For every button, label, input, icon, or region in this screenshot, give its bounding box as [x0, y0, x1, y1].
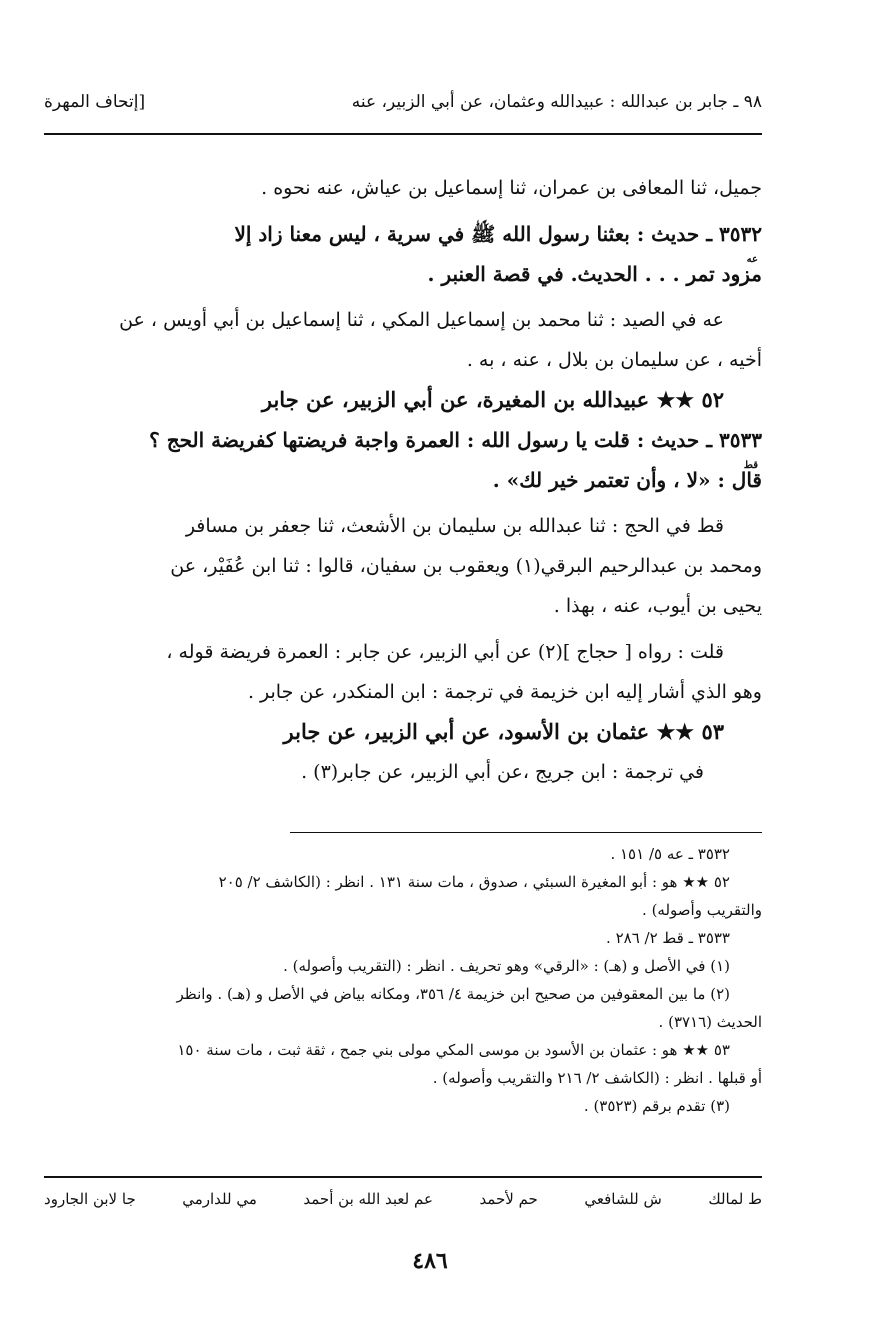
- hadith-3532-text: ٣٥٣٢ ـ حديث : بعثنا رسول الله ﷺ في سرية ، ليس معنا زاد إلا: [234, 222, 762, 246]
- footnote: أو قبلها . انظر : (الكاشف ٢/ ٢١٦ والتقريب وأصوله) .: [432, 1069, 762, 1087]
- text-line: قلت : رواه [ حجاج ](٢) عن أبي الزبير، عن جابر : العمرة فريضة قوله ،: [166, 641, 724, 663]
- legend-item: عم لعبد الله بن أحمد: [303, 1190, 433, 1208]
- text-line: وهو الذي أشار إليه ابن خزيمة في ترجمة : ابن المنكدر، عن جابر .: [247, 681, 762, 703]
- narrator-53-heading: ٥٣ ★★ عثمان بن الأسود، عن أبي الزبير، عن جابر: [283, 719, 724, 744]
- footnote: (٣) تقدم برقم (٣٥٢٣) .: [583, 1097, 730, 1115]
- text-line: قط في الحج : ثنا عبدالله بن سليمان بن الأشعث، ثنا جعفر بن مسافر: [185, 515, 724, 537]
- header-book-title: [إتحاف المهرة: [44, 92, 146, 112]
- legend-rule: [44, 1176, 762, 1178]
- legend-item: ط لمالك: [708, 1190, 762, 1208]
- footnote: (١) في الأصل و (هـ) : «الرقي» وهو تحريف . انظر : (التقريب وأصوله) .: [283, 957, 730, 975]
- text-line: أخيه ، عن سليمان بن بلال ، عنه ، به .: [466, 349, 762, 371]
- hadith-3533-text: ٣٥٣٣ ـ حديث : قلت يا رسول الله : العمرة واجبة فريضتها كفريضة الحج ؟: [149, 428, 762, 452]
- hadith-3533-continuation: قال : «لا ، وأن تعتمر خير لك» .: [492, 468, 762, 492]
- footnote: ٣٥٣٣ ـ قط ٢/ ٢٨٦ .: [606, 929, 730, 947]
- abbreviation-legend: [44, 1190, 762, 1208]
- source-mark: عه: [746, 254, 758, 265]
- footnote-rule: [290, 832, 762, 833]
- header-chapter-title: ٩٨ ـ جابر بن عبدالله : عبيدالله وعثمان، عن أبي الزبير، عنه: [351, 92, 762, 112]
- legend-item: مي للدارمي: [182, 1190, 257, 1208]
- running-header: [44, 84, 762, 120]
- hadith-3532-continuation: مزود تمر . . . الحديث. في قصة العنبر .: [427, 262, 762, 286]
- footnote: ٣٥٣٢ ـ عه ٥/ ١٥١ .: [610, 845, 730, 863]
- text-line: عه في الصيد : ثنا محمد بن إسماعيل المكي ، ثنا إسماعيل بن أبي أويس ، عن: [119, 309, 724, 331]
- main-text: [44, 168, 762, 792]
- footnote: والتقريب وأصوله) .: [642, 901, 762, 919]
- footnote: (٢) ما بين المعقوفين من صحيح ابن خزيمة ٤/ ٣٥٦، ومكانه بياض في الأصل و (هـ) . وانظر: [176, 985, 730, 1003]
- text-line: ومحمد بن عبدالرحيم البرقي(١) ويعقوب بن سفيان، قالوا : ثنا ابن عُفَيْر، عن: [170, 555, 762, 577]
- page-number: ٤٨٦: [412, 1248, 448, 1274]
- legend-item: جا لابن الجارود: [44, 1190, 136, 1208]
- footnotes: [44, 840, 762, 1120]
- legend-item: ش للشافعي: [584, 1190, 662, 1208]
- hadith-3533-heading: [44, 420, 762, 471]
- source-mark: قط: [743, 460, 758, 471]
- footnote: ٥٣ ★★ هو : عثمان بن الأسود بن موسى المكي مولى بني جمح ، ثقة ثبت ، مات سنة ١٥٠: [177, 1041, 730, 1059]
- text-line: يحيى بن أيوب، عنه ، بهذا .: [553, 595, 762, 617]
- hadith-3532-heading: [44, 214, 762, 265]
- footnote: ٥٢ ★★ هو : أبو المغيرة السبئي ، صدوق ، مات سنة ١٣١ . انظر : (الكاشف ٢/ ٢٠٥: [218, 873, 730, 891]
- text-line: في ترجمة : ابن جريج ،عن أبي الزبير، عن جابر(٣) .: [301, 761, 704, 783]
- legend-item: حم لأحمد: [479, 1190, 538, 1208]
- narrator-52-heading: ٥٢ ★★ عبيدالله بن المغيرة، عن أبي الزبير، عن جابر: [261, 387, 724, 412]
- footnote: الحديث (٣٧١٦) .: [658, 1013, 762, 1031]
- text-line: جميل، ثنا المعافى بن عمران، ثنا إسماعيل بن عياش، عنه نحوه .: [261, 177, 762, 199]
- header-rule: [44, 133, 762, 135]
